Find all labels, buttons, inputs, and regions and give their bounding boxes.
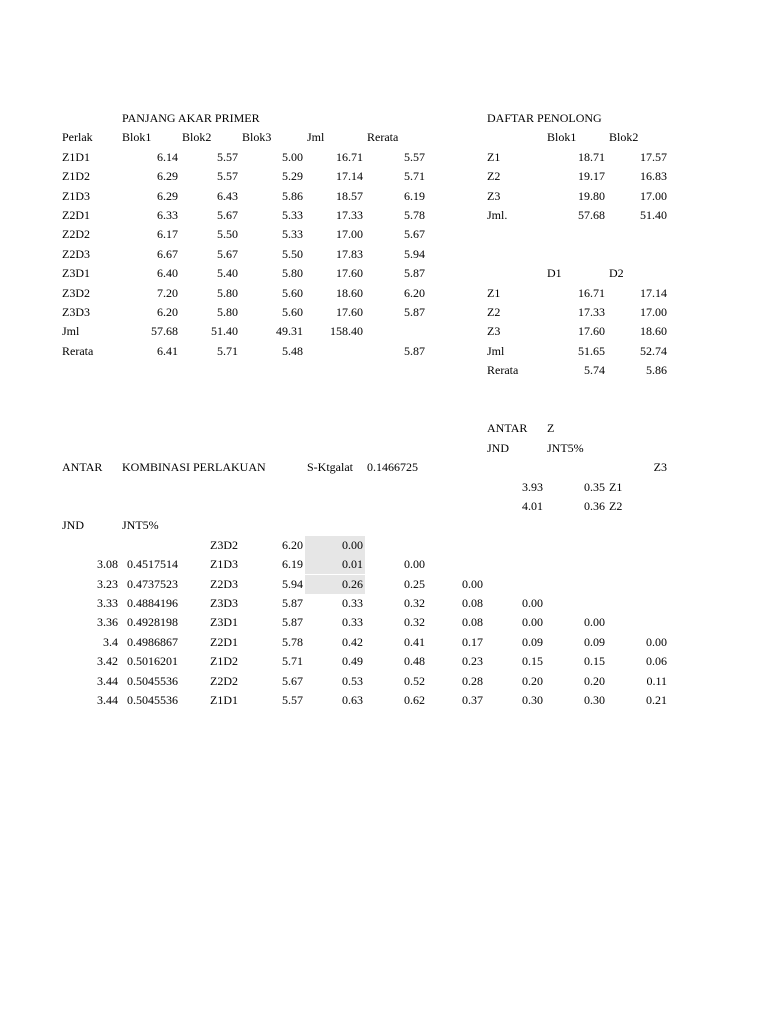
row-label: Z2D2 [210, 673, 238, 688]
table-cell: 57.68 [151, 324, 178, 339]
difference-cell: 0.30 [522, 693, 543, 707]
jnt-value: 0.5016201 [127, 654, 178, 669]
difference-cell: 0.00 [522, 596, 543, 610]
table-cell: 6.40 [157, 266, 178, 281]
jnd-value: 3.23 [97, 576, 118, 591]
jnd-value: 3.33 [97, 596, 118, 610]
jnt-value: 0.4517514 [127, 557, 178, 572]
table-cell: 6.29 [157, 188, 178, 203]
table-cell: 5.87 [404, 266, 425, 281]
table-cell: 17.00 [640, 305, 667, 319]
jnd-value: 3.08 [97, 557, 118, 572]
difference-cell: 0.17 [462, 634, 483, 649]
row-label: Z1 [609, 479, 623, 494]
table-cell: 5.87 [404, 305, 425, 319]
table-cell: 17.14 [336, 169, 363, 184]
jnd-value: 3.44 [97, 693, 118, 707]
mean-value: 6.19 [282, 557, 303, 572]
row-label: Jml [487, 343, 505, 358]
jnt-value: 0.5045536 [127, 673, 178, 688]
jnt-label: JNT5% [547, 440, 584, 455]
difference-cell: 0.48 [404, 654, 425, 669]
table-cell: 18.60 [640, 324, 667, 339]
difference-cell: 0.32 [404, 615, 425, 630]
table-cell: 16.71 [578, 285, 605, 300]
table-cell: 52.74 [640, 343, 667, 358]
table-cell: 57.68 [578, 208, 605, 222]
row-label: Z3D1 [210, 615, 238, 630]
table-cell: 6.14 [157, 149, 178, 164]
difference-cell: 0.30 [584, 693, 605, 707]
difference-cell: 0.41 [404, 634, 425, 649]
kombinasi-label: KOMBINASI PERLAKUAN [122, 460, 266, 475]
row-label: Z2 [609, 499, 623, 513]
mean-value: 5.87 [282, 596, 303, 610]
difference-cell: 0.63 [342, 693, 363, 707]
table-cell: 5.71 [404, 169, 425, 184]
mean-value: 6.20 [282, 537, 303, 552]
difference-cell: 0.42 [342, 634, 363, 649]
difference-cell: 0.62 [404, 693, 425, 707]
mean-value: 5.57 [282, 693, 303, 707]
table-cell: 5.67 [217, 246, 238, 261]
difference-cell: 0.09 [584, 634, 605, 649]
row-label: Z1D2 [62, 169, 90, 184]
main-table-header: Rerata [367, 130, 399, 145]
row-label: Z3 [487, 188, 501, 203]
table-cell: 6.67 [157, 246, 178, 261]
table-cell: 18.60 [336, 285, 363, 300]
difference-cell: 0.06 [646, 654, 667, 669]
jnd-value: 4.01 [522, 499, 543, 513]
jnt-value: 0.4928198 [127, 615, 178, 630]
z3-header: Z3 [653, 460, 667, 475]
antar-z-label: ANTAR [487, 421, 528, 436]
difference-cell: 0.15 [584, 654, 605, 669]
jnt-label: JNT5% [122, 518, 159, 533]
row-label: Z1 [487, 149, 501, 164]
table-cell: 6.20 [404, 285, 425, 300]
row-label: Z1D3 [210, 557, 238, 572]
mean-value: 5.71 [282, 654, 303, 669]
table-cell: 5.74 [584, 363, 605, 378]
table-cell: 17.60 [336, 305, 363, 319]
difference-cell: 0.00 [584, 615, 605, 630]
table-cell: 49.31 [276, 324, 303, 339]
row-label: Z1D1 [210, 693, 238, 707]
difference-cell: 0.00 [305, 536, 365, 555]
table-cell: 5.80 [217, 285, 238, 300]
jnd-value: 3.93 [522, 479, 543, 494]
row-label: Z2 [487, 169, 501, 184]
jnt-value: 0.4737523 [127, 576, 178, 591]
antar-label: ANTAR [62, 460, 103, 475]
table-cell: 5.40 [217, 266, 238, 281]
row-label: Z2D3 [210, 576, 238, 591]
table-cell: 5.48 [282, 343, 303, 358]
table-cell: 5.78 [404, 208, 425, 222]
table-cell: 51.40 [211, 324, 238, 339]
table-cell: 5.57 [404, 149, 425, 164]
row-label: Z2D1 [210, 634, 238, 649]
helper-table-header: Blok2 [609, 130, 639, 145]
jnt-value: 0.4884196 [127, 596, 178, 610]
table-cell: 5.71 [217, 343, 238, 358]
difference-cell: 0.20 [584, 673, 605, 688]
sktgalat-label: S-Ktgalat [307, 460, 353, 475]
main-table-header: Blok3 [242, 130, 272, 145]
table-cell: 17.57 [640, 149, 667, 164]
table-cell: 6.20 [157, 305, 178, 319]
table-cell: 17.33 [578, 305, 605, 319]
difference-cell: 0.33 [342, 596, 363, 610]
difference-cell: 0.53 [342, 673, 363, 688]
main-table-header: Jml [307, 130, 325, 145]
mean-value: 5.67 [282, 673, 303, 688]
mean-value: 5.87 [282, 615, 303, 630]
table-cell: 7.20 [157, 285, 178, 300]
jnd-value: 3.36 [97, 615, 118, 630]
table-cell: 5.67 [217, 208, 238, 222]
jnt-value: 0.4986867 [127, 634, 178, 649]
jnd-value: 3.44 [97, 673, 118, 688]
row-label: Z1D3 [62, 188, 90, 203]
table-cell: 6.41 [157, 343, 178, 358]
table-cell: 6.17 [157, 227, 178, 242]
difference-cell: 0.00 [462, 576, 483, 591]
jnt-value: 0.5045536 [127, 693, 178, 707]
difference-cell: 0.08 [462, 615, 483, 630]
row-label: Jml [62, 324, 80, 339]
difference-cell: 0.21 [646, 693, 667, 707]
difference-cell: 0.26 [305, 575, 365, 594]
table-cell: 5.86 [282, 188, 303, 203]
difference-cell: 0.25 [404, 576, 425, 591]
table-cell: 6.33 [157, 208, 178, 222]
main-table-header: Blok1 [122, 130, 152, 145]
table-cell: 5.57 [217, 149, 238, 164]
jnd-value: 3.42 [97, 654, 118, 669]
jnd-label: JND [487, 440, 510, 455]
table-cell: 5.80 [282, 266, 303, 281]
row-label: Jml. [487, 208, 508, 222]
row-label: Z3D2 [210, 537, 238, 552]
difference-cell: 0.08 [462, 596, 483, 610]
table-cell: 5.33 [282, 227, 303, 242]
difference-cell: 0.23 [462, 654, 483, 669]
table-cell: 6.43 [217, 188, 238, 203]
difference-cell: 0.00 [522, 615, 543, 630]
table-cell: 16.83 [640, 169, 667, 184]
main-table-title: PANJANG AKAR PRIMER [122, 111, 260, 125]
table-cell: 5.00 [282, 149, 303, 164]
d-table-header: D2 [609, 266, 624, 281]
difference-cell: 0.49 [342, 654, 363, 669]
sktgalat-value: 0.1466725 [367, 460, 418, 475]
table-cell: 5.50 [282, 246, 303, 261]
table-cell: 17.60 [578, 324, 605, 339]
table-cell: 5.67 [404, 227, 425, 242]
table-cell: 17.33 [336, 208, 363, 222]
table-cell: 51.65 [578, 343, 605, 358]
table-cell: 6.19 [404, 188, 425, 203]
table-cell: 6.29 [157, 169, 178, 184]
difference-cell: 0.28 [462, 673, 483, 688]
table-cell: 19.80 [578, 188, 605, 203]
table-cell: 17.83 [336, 246, 363, 261]
table-cell: 5.86 [646, 363, 667, 378]
difference-cell: 0.09 [522, 634, 543, 649]
table-cell: 17.14 [640, 285, 667, 300]
table-cell: 17.60 [336, 266, 363, 281]
table-cell: 5.94 [404, 246, 425, 261]
table-cell: 5.33 [282, 208, 303, 222]
helper-table-title: DAFTAR PENOLONG [487, 111, 602, 125]
mean-value: 5.78 [282, 634, 303, 649]
difference-cell: 0.00 [646, 634, 667, 649]
table-cell: 18.57 [336, 188, 363, 203]
jnd-value: 3.4 [103, 634, 118, 649]
main-table-header: Blok2 [182, 130, 212, 145]
difference-cell: 0.52 [404, 673, 425, 688]
table-cell: 5.80 [217, 305, 238, 319]
difference-cell: 0.11 [646, 673, 667, 688]
jnd-label: JND [62, 518, 85, 533]
difference-cell: 0.15 [522, 654, 543, 669]
table-cell: 18.71 [578, 149, 605, 164]
antar-z-label: Z [547, 421, 555, 436]
row-label: Z2 [487, 305, 501, 319]
jnt-value: 0.35 [584, 479, 605, 494]
table-cell: 5.50 [217, 227, 238, 242]
row-label: Z3D3 [210, 596, 238, 610]
row-label: Rerata [62, 343, 94, 358]
main-table-header: Perlak [62, 130, 93, 145]
table-cell: 16.71 [336, 149, 363, 164]
table-cell: 5.60 [282, 305, 303, 319]
d-table-header: D1 [547, 266, 562, 281]
table-cell: 5.87 [404, 343, 425, 358]
jnt-value: 0.36 [584, 499, 605, 513]
row-label: Rerata [487, 363, 519, 378]
difference-cell: 0.33 [342, 615, 363, 630]
difference-cell: 0.37 [462, 693, 483, 707]
row-label: Z2D2 [62, 227, 90, 242]
difference-cell: 0.01 [305, 555, 365, 574]
row-label: Z1 [487, 285, 501, 300]
difference-cell: 0.20 [522, 673, 543, 688]
mean-value: 5.94 [282, 576, 303, 591]
table-cell: 5.60 [282, 285, 303, 300]
helper-table-header: Blok1 [547, 130, 577, 145]
table-cell: 5.29 [282, 169, 303, 184]
difference-cell: 0.32 [404, 596, 425, 610]
table-cell: 5.57 [217, 169, 238, 184]
row-label: Z2D1 [62, 208, 90, 222]
row-label: Z3 [487, 324, 501, 339]
row-label: Z3D1 [62, 266, 90, 281]
table-cell: 17.00 [640, 188, 667, 203]
row-label: Z1D1 [62, 149, 90, 164]
row-label: Z2D3 [62, 246, 90, 261]
row-label: Z3D2 [62, 285, 90, 300]
row-label: Z1D2 [210, 654, 238, 669]
table-cell: 158.40 [330, 324, 363, 339]
table-cell: 19.17 [578, 169, 605, 184]
table-cell: 51.40 [640, 208, 667, 222]
row-label: Z3D3 [62, 305, 90, 319]
table-cell: 17.00 [336, 227, 363, 242]
difference-cell: 0.00 [404, 557, 425, 572]
